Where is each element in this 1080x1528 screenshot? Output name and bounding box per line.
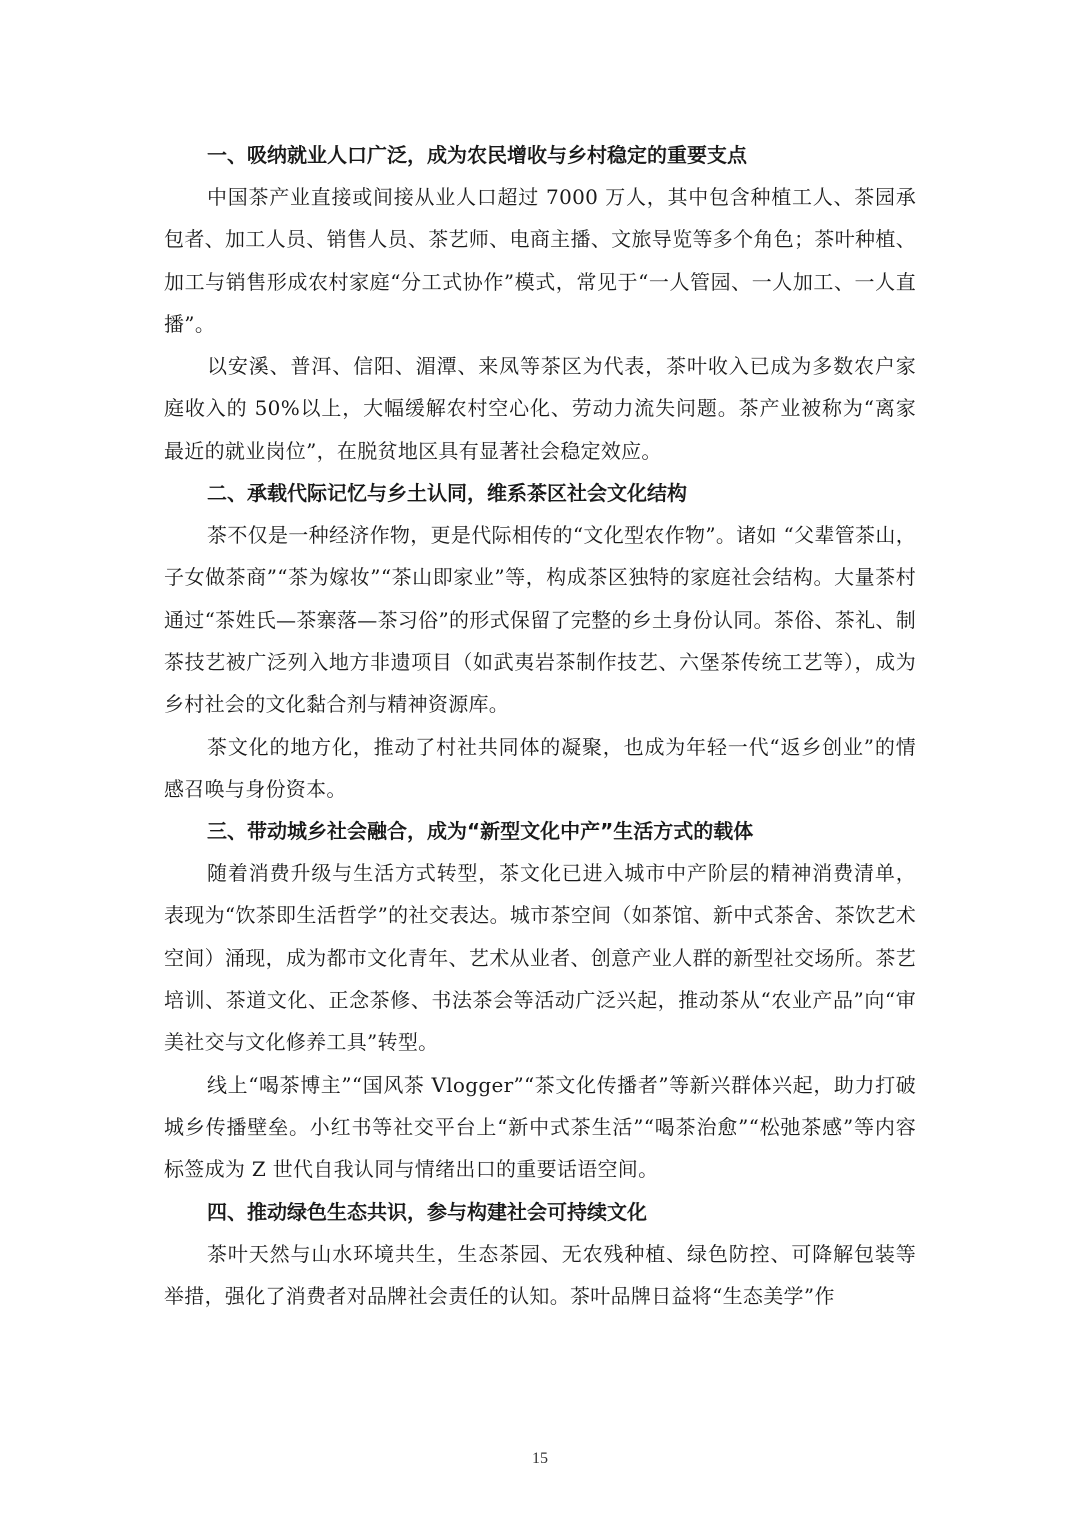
section-1-paragraph-2: 以安溪、普洱、信阳、湄潭、来凤等茶区为代表，茶叶收入已成为多数农户家庭收入的 50%以上，大幅缓解农村空心化、劳动力流失问题。茶产业被称为“离家最近的就业岗位”，在脱贫地区具有显著社会稳定效应。 xyxy=(164,354,916,463)
section-heading-3: 三、带动城乡社会融合，成为“新型文化中产”生活方式的载体 xyxy=(207,819,754,844)
section-heading-2: 二、承载代际记忆与乡土认同，维系茶区社会文化结构 xyxy=(207,481,687,506)
section-heading-4: 四、推动绿色生态共识，参与构建社会可持续文化 xyxy=(207,1199,647,1224)
section-4-paragraph-1: 茶叶天然与山水环境共生，生态茶园、无农残种植、绿色防控、可降解包装等举措，强化了消费者对品牌社会责任的认知。茶叶品牌日益将“生态美学”作 xyxy=(164,1241,916,1308)
page-body xyxy=(164,134,916,1317)
section-2-paragraph-1: 茶不仅是一种经济作物，更是代际相传的“文化型农作物”。诸如 “父辈管茶山，子女做茶商”“茶为嫁妆”“茶山即家业”等，构成茶区独特的家庭社会结构。大量茶村通过“茶姓氏—茶寨落—茶习俗”的形式保留了完整的乡土身份认同。茶俗、茶礼、制茶技艺被广泛列入地方非遗项目（如武夷岩茶制作技艺、六堡茶传统工艺等），成为乡村社会的文化黏合剂与精神资源库。 xyxy=(164,523,916,717)
section-3-paragraph-2: 线上“喝茶博主”“国风茶 Vlogger”“茶文化传播者”等新兴群体兴起，助力打破城乡传播壁垒。小红书等社交平台上“新中式茶生活”“喝茶治愈”“松弛茶感”等内容标签成为 Z 世代自我认同与情绪出口的重要话语空间。 xyxy=(164,1072,916,1182)
section-3-paragraph-1: 随着消费升级与生活方式转型，茶文化已进入城市中产阶层的精神消费清单，表现为“饮茶即生活哲学”的社交表达。城市茶空间（如茶馆、新中式茶舍、茶饮艺术空间）涌现，成为都市文化青年、艺术从业者、创意产业人群的新型社交场所。茶艺培训、茶道文化、正念茶修、书法茶会等活动广泛兴起，推动茶从“农业产品”向“审美社交与文化修养工具”转型。 xyxy=(164,861,916,1055)
section-heading-1: 一、吸纳就业人口广泛，成为农民增收与乡村稳定的重要支点 xyxy=(207,143,747,167)
page-number: 15 xyxy=(532,1450,548,1467)
section-2-paragraph-2: 茶文化的地方化，推动了村社共同体的凝聚，也成为年轻一代“返乡创业”的情感召唤与身份资本。 xyxy=(164,734,916,801)
section-1-paragraph-1: 中国茶产业直接或间接从业人口超过 7000 万人，其中包含种植工人、茶园承包者、加工人员、销售人员、茶艺师、电商主播、文旅导览等多个角色；茶叶种植、加工与销售形成农村家庭“分工式协作”模式，常见于“一人管园、一人加工、一人直播”。 xyxy=(164,185,916,336)
